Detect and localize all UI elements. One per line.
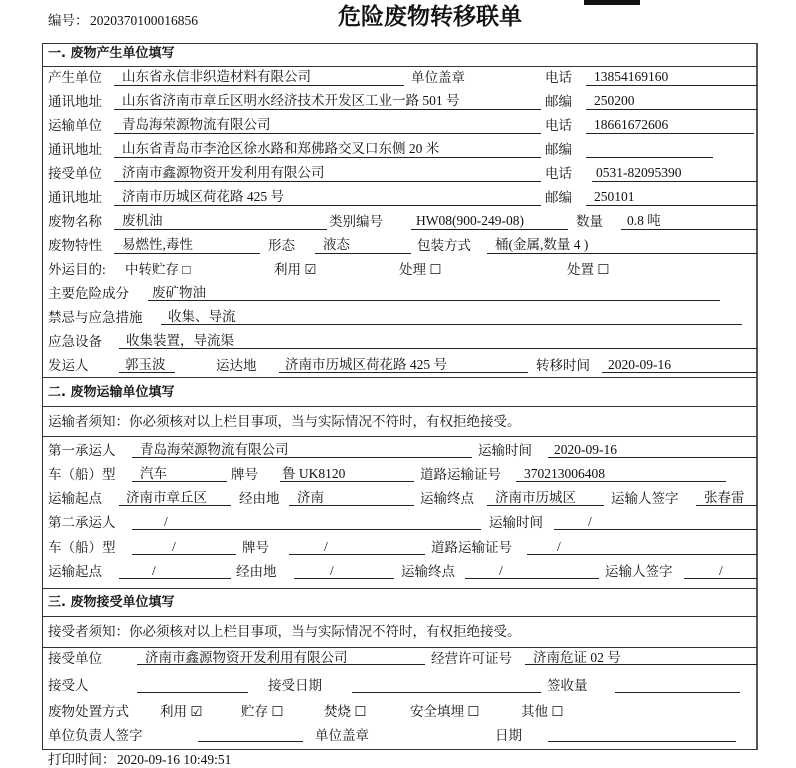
- vehicle-label: 车（船）型: [48, 467, 116, 482]
- via-label: 经由地: [236, 564, 277, 579]
- category-code[interactable]: HW08(900-249-08): [416, 213, 524, 228]
- plate-label: 牌号: [231, 467, 258, 482]
- equipment-label: 应急设备: [48, 334, 102, 349]
- second-carrier-label: 第二承运人: [48, 515, 116, 530]
- quantity-value[interactable]: 0.8 吨: [627, 213, 661, 228]
- receiving-unit-label: 接受单位: [48, 651, 102, 666]
- seal-label: 单位盖章: [411, 70, 465, 85]
- start-value[interactable]: 济南市章丘区: [126, 490, 207, 505]
- date-field[interactable]: [548, 741, 736, 742]
- road-permit-label: 道路运输证号: [431, 540, 512, 555]
- second-vehicle[interactable]: /: [172, 539, 176, 554]
- second-plate[interactable]: /: [324, 539, 328, 554]
- carrier-notice: 运输者须知：你必须核对以上栏目事项，当与实际情况不符时，有权拒绝接受。: [48, 414, 521, 429]
- receiver-notice: 接受者须知：你必须核对以上栏目事项，当与实际情况不符时，有权拒绝接受。: [48, 624, 521, 639]
- equipment-value[interactable]: 收集装置，导流渠: [126, 333, 234, 348]
- producer-address[interactable]: 山东省济南市章丘区明水经济技术开发区工业一路 501 号: [122, 93, 460, 108]
- road-permit-value[interactable]: 370213006408: [524, 466, 605, 481]
- checkbox-icon[interactable]: ☐: [551, 704, 564, 719]
- hazard-value[interactable]: 废矿物油: [152, 285, 206, 300]
- pack-label: 包装方式: [417, 238, 471, 253]
- producer-label: 产生单位: [48, 70, 102, 85]
- waste-name-label: 废物名称: [48, 214, 102, 229]
- purpose-utilize[interactable]: 利用 ☑: [274, 262, 317, 277]
- quantity-label: 数量: [576, 214, 603, 229]
- via-value[interactable]: 济南: [297, 490, 324, 505]
- producer-value[interactable]: 山东省永信非织造材料有限公司: [122, 69, 311, 84]
- transport-time-label: 运输时间: [478, 443, 532, 458]
- producer-phone[interactable]: 13854169160: [594, 69, 669, 84]
- vehicle-value[interactable]: 汽车: [140, 466, 167, 481]
- phone-label: 电话: [545, 70, 572, 85]
- divider: [42, 377, 757, 378]
- signed-amount-field[interactable]: [615, 692, 740, 693]
- address-label: 通讯地址: [48, 142, 102, 157]
- method-storage[interactable]: 贮存 ☐: [241, 704, 284, 719]
- vehicle-label: 车（船）型: [48, 540, 116, 555]
- via-label: 经由地: [239, 491, 280, 506]
- serial-number: 2020370100016856: [90, 13, 198, 28]
- destination-label: 运达地: [216, 358, 257, 373]
- receiver-zip[interactable]: 250101: [594, 189, 635, 204]
- checkbox-icon[interactable]: ☐: [271, 704, 284, 719]
- carrier-label: 运输单位: [48, 118, 102, 133]
- shipper-label: 发运人: [48, 358, 89, 373]
- end-label: 运输终点: [420, 491, 474, 506]
- second-permit[interactable]: /: [557, 539, 561, 554]
- license-value[interactable]: 济南危证 02 号: [533, 650, 621, 665]
- page-title: 危险废物转移联单: [338, 4, 522, 30]
- checkbox-checked-icon[interactable]: ☑: [190, 704, 203, 719]
- purpose-label: 外运目的:: [48, 262, 106, 277]
- property-label: 废物特性: [48, 238, 102, 253]
- carrier-value[interactable]: 青岛海荣源物流有限公司: [122, 117, 271, 132]
- category-label: 类别编号: [329, 214, 383, 229]
- divider: [42, 616, 757, 617]
- checkbox-icon[interactable]: ☐: [467, 704, 480, 719]
- carrier-phone[interactable]: 18661672606: [594, 117, 669, 132]
- start-label: 运输起点: [48, 564, 102, 579]
- second-via[interactable]: /: [330, 563, 334, 578]
- second-signature[interactable]: /: [719, 563, 723, 578]
- form-label: 形态: [268, 238, 295, 253]
- receiver-person-label: 接受人: [48, 678, 89, 693]
- pack-value[interactable]: 桶(金属,数量 4 ): [495, 237, 589, 252]
- section1-title: 一. 废物产生单位填写: [48, 46, 175, 61]
- date-label: 日期: [495, 728, 522, 743]
- purpose-treat[interactable]: 处理 ☐: [399, 262, 442, 277]
- property-value[interactable]: 易燃性,毒性: [122, 237, 193, 252]
- print-time-label: 打印时间：: [48, 752, 116, 767]
- method-other[interactable]: 其他 ☐: [521, 704, 564, 719]
- phone-label: 电话: [545, 118, 572, 133]
- checkbox-icon[interactable]: □: [182, 262, 191, 277]
- section2-title: 二. 废物运输单位填写: [48, 385, 175, 400]
- receiver-label: 接受单位: [48, 166, 102, 181]
- transfer-time-value[interactable]: 2020-09-16: [608, 357, 671, 372]
- section3-title: 三. 废物接受单位填写: [48, 595, 175, 610]
- signature-label: 运输人签字: [611, 491, 679, 506]
- carrier-address[interactable]: 山东省青岛市李沧区徐水路和郑佛路交叉口东侧 20 米: [122, 141, 440, 156]
- checkbox-icon[interactable]: ☐: [597, 262, 610, 277]
- license-label: 经营许可证号: [431, 651, 512, 666]
- purpose-dispose[interactable]: 处置 ☐: [567, 262, 610, 277]
- end-value[interactable]: 济南市历城区: [495, 490, 576, 505]
- receive-date-field[interactable]: [352, 692, 541, 693]
- transport-time-label: 运输时间: [489, 515, 543, 530]
- start-label: 运输起点: [48, 491, 102, 506]
- plate-value[interactable]: 鲁 UK8120: [282, 466, 346, 481]
- signature-value[interactable]: 张春雷: [704, 490, 745, 505]
- destination-value[interactable]: 济南市历城区荷花路 425 号: [285, 357, 447, 372]
- zip-label: 邮编: [545, 190, 572, 205]
- receiver-value[interactable]: 济南市鑫源物资开发利用有限公司: [122, 165, 325, 180]
- head-signature-field[interactable]: [198, 741, 303, 742]
- receiver-person-field[interactable]: [137, 692, 248, 693]
- divider: [42, 66, 757, 67]
- first-transport-time[interactable]: 2020-09-16: [554, 442, 617, 457]
- checkbox-icon[interactable]: ☐: [354, 704, 367, 719]
- divider: [42, 647, 757, 648]
- purpose-transfer-storage[interactable]: 中转贮存 □: [125, 262, 191, 277]
- road-permit-label: 道路运输证号: [420, 467, 501, 482]
- emergency-label: 禁忌与应急措施: [48, 310, 143, 325]
- receive-date-label: 接受日期: [268, 678, 322, 693]
- signed-amount-label: 签收量: [547, 678, 588, 693]
- end-label: 运输终点: [401, 564, 455, 579]
- zip-label: 邮编: [545, 94, 572, 109]
- print-time-value: 2020-09-16 10:49:51: [117, 752, 232, 767]
- signature-label: 运输人签字: [605, 564, 673, 579]
- shipper-value[interactable]: 郭玉波: [125, 357, 166, 372]
- divider: [42, 588, 757, 589]
- address-label: 通讯地址: [48, 94, 102, 109]
- method-incineration[interactable]: 焚烧 ☐: [324, 704, 367, 719]
- receiving-unit-value[interactable]: 济南市鑫源物资开发利用有限公司: [145, 650, 348, 665]
- transfer-time-label: 转移时间: [536, 358, 590, 373]
- receiver-phone[interactable]: 0531-82095390: [596, 165, 682, 180]
- hazard-label: 主要危险成分: [48, 286, 129, 301]
- second-end[interactable]: /: [499, 563, 503, 578]
- first-carrier-label: 第一承运人: [48, 443, 116, 458]
- method-utilize[interactable]: 利用 ☑: [160, 704, 203, 719]
- serial-label: 编号：: [48, 13, 89, 28]
- checkbox-icon[interactable]: ☐: [429, 262, 442, 277]
- waste-name[interactable]: 废机油: [122, 213, 163, 228]
- form-value[interactable]: 液态: [323, 237, 350, 252]
- first-carrier-value[interactable]: 青岛海荣源物流有限公司: [140, 442, 289, 457]
- phone-label: 电话: [545, 166, 572, 181]
- checkbox-checked-icon[interactable]: ☑: [304, 262, 317, 277]
- disposal-method-label: 废物处置方式: [48, 704, 129, 719]
- unit-seal-label: 单位盖章: [315, 728, 369, 743]
- receiver-address[interactable]: 济南市历城区荷花路 425 号: [122, 189, 284, 204]
- head-signature-label: 单位负责人签字: [48, 728, 143, 743]
- producer-zip[interactable]: 250200: [594, 93, 635, 108]
- qr-code: [584, 0, 640, 5]
- method-landfill[interactable]: 安全填埋 ☐: [410, 704, 480, 719]
- second-carrier-value[interactable]: /: [164, 514, 168, 529]
- address-label: 通讯地址: [48, 190, 102, 205]
- divider: [42, 436, 757, 437]
- divider: [42, 406, 757, 407]
- emergency-value[interactable]: 收集、导流: [168, 309, 236, 324]
- plate-label: 牌号: [242, 540, 269, 555]
- zip-label: 邮编: [545, 142, 572, 157]
- second-transport-time[interactable]: /: [588, 514, 592, 529]
- second-start[interactable]: /: [152, 563, 156, 578]
